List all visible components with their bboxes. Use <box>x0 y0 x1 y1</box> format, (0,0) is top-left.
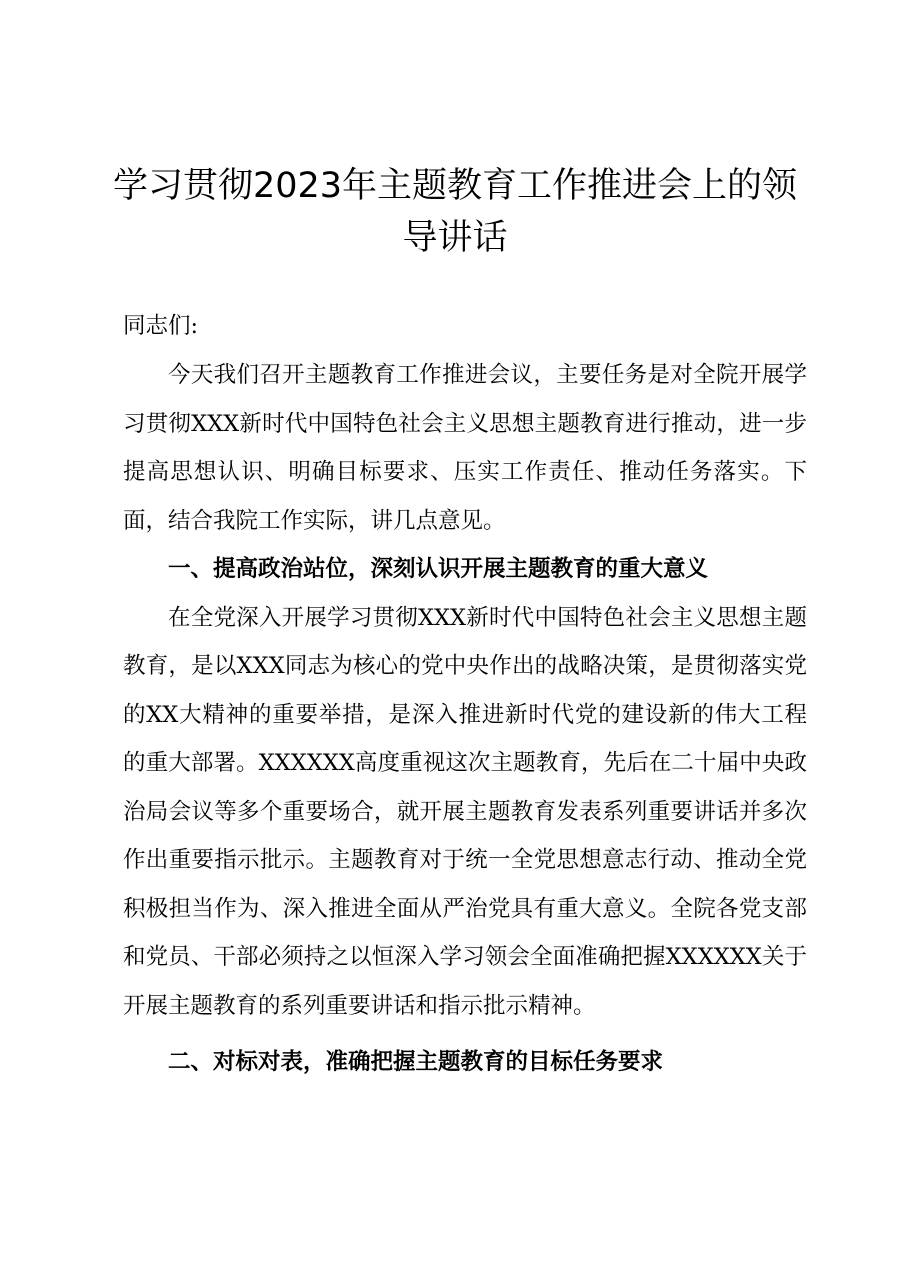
section-2-heading: 二、对标对表，准确把握主题教育的目标任务要求 <box>168 1049 664 1075</box>
section-1-heading: 一、提高政治站位，深刻认识开展主题教育的重大意义 <box>168 556 709 582</box>
document-title: 学习贯彻2023年主题教育工作推进会上的领导讲话 <box>112 166 798 258</box>
section-1-paragraph: 在全党深入开展学习贯彻XXX新时代中国特色社会主义思想主题教育，是以XXX同志为核心的党中央作出的战略决策，是贯彻落实党的XX大精神的重要举措，是深入推进新时代党的建设新的伟大工程的重大部署。XXXXXX高度重视这次主题教育，先后在二十届中央政治局会议等多个重要场合，就开展主题教育发表系列重要讲话并多次作出重要指示批示。主题教育对于统一全党思想意志行动、推动全党积极担当作为、深入推进全面从严治党具有重大意义。全院各党支部和党员、干部必须持之以恒深入学习领会全面准确把握XXXXXX关于开展主题教育的系列重要讲话和指示批示精神。 <box>123 604 807 1019</box>
salutation: 同志们: <box>123 313 199 339</box>
intro-paragraph: 今天我们召开主题教育工作推进会议，主要任务是对全院开展学习贯彻XXX新时代中国特色社会主义思想主题教育进行推动，进一步提高思想认识、明确目标要求、压实工作责任、推动任务落实。下面，结合我院工作实际，讲几点意见。 <box>123 362 807 534</box>
document-body <box>123 302 807 1087</box>
